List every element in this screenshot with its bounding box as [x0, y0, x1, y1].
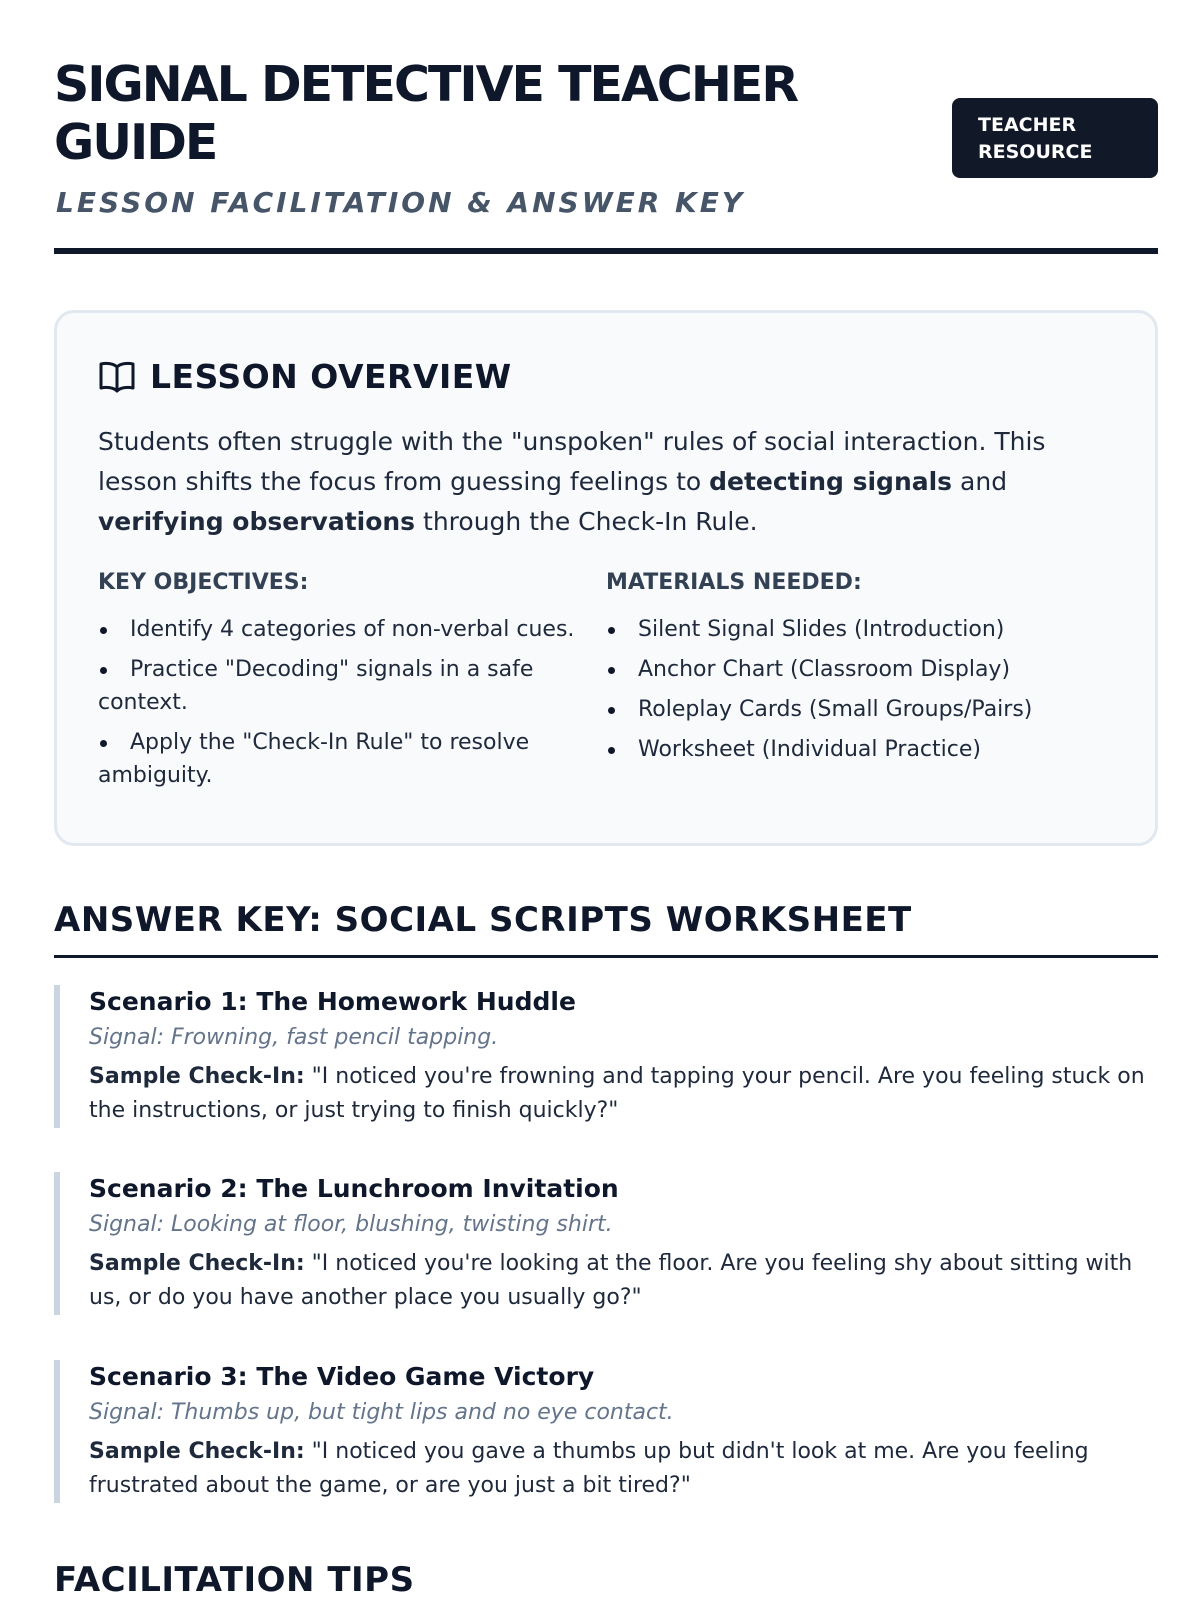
scenario-title: Scenario 1: The Homework Huddle: [89, 987, 576, 1016]
material-text: Roleplay Cards (Small Groups/Pairs): [638, 697, 1033, 722]
material-text: Anchor Chart (Classroom Display): [638, 657, 1011, 682]
scenario-signal: Signal: Thumbs up, but tight lips and no eye contact.: [89, 1400, 674, 1425]
bullet-icon: [608, 747, 615, 754]
check-in-text: "I noticed you're frowning and tapping your pencil. Are you feeling stuck on the instructions, or just trying to finish quickly?": [89, 1064, 1145, 1123]
bullet-icon: [608, 667, 615, 674]
list-item: [606, 733, 1114, 766]
list-item: [606, 613, 1114, 646]
material-text: Silent Signal Slides (Introduction): [638, 617, 1005, 642]
overview-text: Students often struggle with the "unspoken" rules of social interaction. This lesson shifts the focus from guessing feelings to: [98, 427, 1046, 496]
scenario-card: [54, 1360, 1158, 1503]
material-text: Worksheet (Individual Practice): [638, 737, 981, 762]
bullet-icon: [608, 627, 615, 634]
materials-column: [606, 570, 1114, 799]
facilitation-tips-title: FACILITATION TIPS: [54, 1560, 415, 1600]
page-title: SIGNAL DETECTIVE TEACHER GUIDE: [54, 56, 798, 171]
overview-title: LESSON OVERVIEW: [150, 357, 512, 396]
scenario-check-in: [89, 1247, 1158, 1315]
scenario-signal: Signal: Looking at floor, blushing, twisting shirt.: [89, 1212, 613, 1237]
scenario-card: [54, 985, 1158, 1128]
check-in-label: Sample Check-In:: [89, 1064, 305, 1089]
check-in-label: Sample Check-In:: [89, 1251, 305, 1276]
overview-text: and: [952, 467, 1008, 496]
list-item: [606, 693, 1114, 726]
scenario-check-in: [89, 1060, 1158, 1128]
check-in-label: Sample Check-In:: [89, 1439, 305, 1464]
overview-description: [98, 422, 1114, 542]
objective-text: Practice "Decoding" signals in a safe context.: [98, 657, 534, 715]
page-subtitle: LESSON FACILITATION & ANSWER KEY: [56, 186, 746, 219]
materials-list: [606, 613, 1114, 766]
answer-key-title: ANSWER KEY: SOCIAL SCRIPTS WORKSHEET: [54, 900, 912, 940]
objective-text: Identify 4 categories of non-verbal cues.: [130, 617, 575, 642]
overview-heading: [98, 357, 1114, 396]
header-divider: [54, 248, 1158, 254]
overview-bold-text: verifying observations: [98, 507, 416, 536]
scenario-card: [54, 1172, 1158, 1315]
bullet-icon: [100, 667, 107, 674]
lesson-overview-card: [54, 310, 1158, 846]
list-item: [98, 613, 606, 646]
bullet-icon: [608, 707, 615, 714]
scenario-check-in: [89, 1435, 1158, 1503]
book-open-icon: [98, 360, 136, 394]
objectives-column: [98, 570, 606, 799]
overview-columns: [98, 570, 1114, 799]
check-in-text: "I noticed you're looking at the floor. Are you feeling shy about sitting with us, or do you have another place you usually go?": [89, 1251, 1133, 1310]
bullet-icon: [100, 740, 107, 747]
objectives-list: [98, 613, 606, 792]
list-item: [98, 653, 606, 719]
teacher-resource-badge: TEACHER RESOURCE: [952, 98, 1158, 178]
page-header: [54, 56, 1158, 219]
objectives-heading: KEY OBJECTIVES:: [98, 570, 309, 595]
objective-text: Apply the "Check-In Rule" to resolve ambiguity.: [98, 730, 530, 788]
overview-text: through the Check-In Rule.: [415, 507, 758, 536]
scenario-title: Scenario 2: The Lunchroom Invitation: [89, 1174, 619, 1203]
bullet-icon: [100, 627, 107, 634]
overview-bold-text: detecting signals: [709, 467, 953, 496]
check-in-text: "I noticed you gave a thumbs up but didn't look at me. Are you feeling frustrated about the game, or are you just a bit tired?": [89, 1439, 1089, 1498]
scenario-signal: Signal: Frowning, fast pencil tapping.: [89, 1025, 499, 1050]
scenario-title: Scenario 3: The Video Game Victory: [89, 1362, 595, 1391]
list-item: [606, 653, 1114, 686]
materials-heading: MATERIALS NEEDED:: [606, 570, 862, 595]
answer-key-divider: [54, 955, 1158, 958]
list-item: [98, 726, 606, 792]
